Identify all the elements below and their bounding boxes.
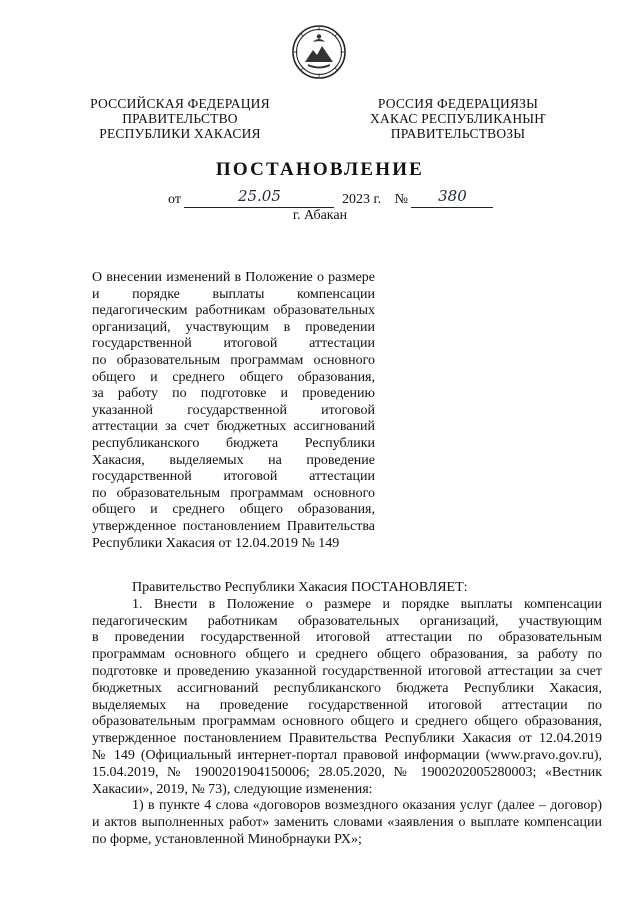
subject-line: Республики Хакасия от 12.04.2019 № 149 [92,535,340,551]
subject-line: по образовательным программам основного [92,352,375,368]
body-line: выделяемых на проведение государственной итоговой аттестации по [92,697,602,713]
subject-line: и порядке выплаты компенсации [92,286,375,302]
subject-line: государственной итоговой аттестации [92,469,375,485]
body-line: по форме, установленной Минобрнауки РХ»; [92,831,362,847]
header-line: ПРАВИТЕЛЬСТВО [122,111,238,126]
body-line: педагогическим работникам образовательных организаций, участвующим [92,613,602,629]
number-field [411,187,493,208]
number-prefix: № [394,192,408,207]
handwritten-date: 25.05 [237,187,281,205]
subject-line: республиканского бюджета Республики [92,435,375,451]
subject-line: за работу по подготовке и проведению [92,386,375,402]
subject-line: педагогическим работникам образовательных [92,303,375,319]
header-russian [80,96,280,141]
document-body [92,580,602,849]
subject-line: общего и среднего общего образования, [92,502,375,518]
subject-line: общего и среднего общего образования, [92,369,375,385]
body-line: бюджетных ассигнований республиканского бюджета Республики Хакасия, [92,680,602,696]
body-line: Хакасии», 2019, № 73), следующие изменения: [92,781,373,797]
year-label: 2023 г. [341,192,382,207]
handwritten-number: 380 [438,187,467,205]
document-subject [92,270,375,552]
republic-emblem-icon [291,24,347,80]
subject-line: О внесении изменений в Положение о размере [92,270,375,285]
body-line: программам основного общего и среднего общего образования, за работу по [92,647,602,663]
subject-line: государственной итоговой аттестации [92,336,375,352]
subject-line: указанной государственной итоговой [92,402,375,418]
document-title: ПОСТАНОВЛЕНИЕ [215,159,425,180]
header-line: РОССИЙСКАЯ ФЕДЕРАЦИЯ [90,96,270,111]
body-line: утвержденное постановлением Правительства Республики Хакасия от 12.04.2019 [92,731,602,747]
body-line: и актов выполненных работ» заменить словами «заявления о выплате компенсации [92,815,602,831]
body-line: 15.04.2019, № 1900201904150006; 28.05.2020, № 1900202005280003; «Вестник [92,764,602,780]
body-line: 1. Внести в Положение о размере и порядке выплаты компенсации [132,596,602,612]
date-number-line [168,187,493,208]
header-line: ПРАВИТЕЛЬСТВОЗЫ [390,126,526,141]
body-line: в проведении государственной итоговой аттестации по образовательным [92,630,602,646]
body-line: образовательным программам основного общего и среднего общего образования, [92,714,602,730]
header-line: ХАКАС РЕСПУБЛИКАНЫҤ [370,111,546,126]
subject-line: по образовательным программам основного [92,485,375,501]
header-khakas [352,96,564,141]
body-line: Правительство Республики Хакасия ПОСТАНОВЛЯЕТ: [132,580,468,595]
header-line: РОССИЯ ФЕДЕРАЦИЯЗЫ [377,96,539,111]
subject-line: аттестации за счет бюджетных ассигнований [92,419,375,435]
date-prefix: от [168,192,181,207]
subject-line: Хакасия, выделяемых на проведение [92,452,375,468]
body-line: 1) в пункте 4 слова «договоров возмездного оказания услуг (далее – договор) [132,798,602,814]
body-line: подготовке и проведению указанной государственной итоговой аттестации за счет [92,663,602,679]
header-line: РЕСПУБЛИКИ ХАКАСИЯ [99,126,261,141]
subject-line: утвержденное постановлением Правительства [92,518,375,534]
city-label: г. Абакан [292,208,348,223]
subject-line: организаций, участвующим в проведении [92,319,375,335]
body-line: № 149 (Официальный интернет-портал правовой информации (www.pravo.gov.ru), [92,747,602,763]
date-field [184,187,334,208]
